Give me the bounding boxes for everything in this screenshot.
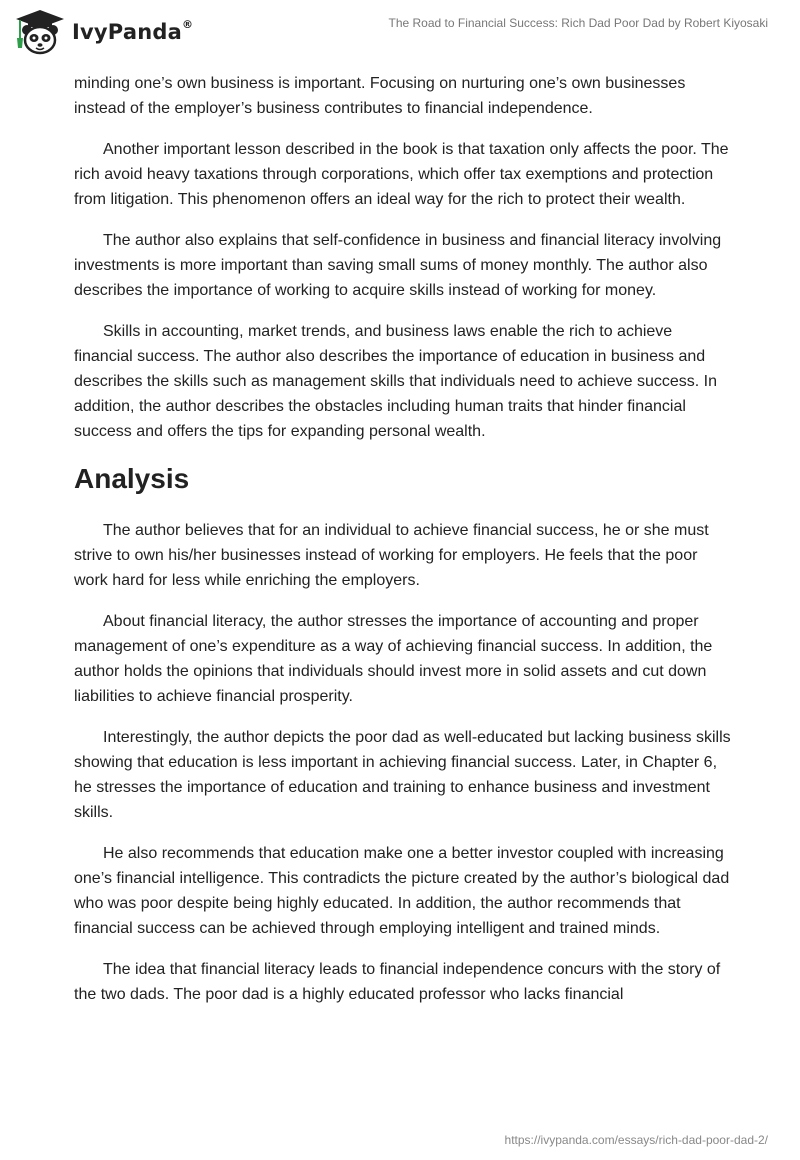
paragraph: The author believes that for an individual to achieve financial success, he or she must strive to own his/her businesses instead of working for employers. He feels that the poor work hard for less while enriching the employers. <box>74 522 709 589</box>
paragraph: minding one’s own business is important. Focusing on nurturing one’s own businesses instead of the employer’s business contributes to financial independence. <box>74 75 686 117</box>
registered-mark: ® <box>181 18 194 31</box>
paragraph: Another important lesson described in the book is that taxation only affects the poor. The rich avoid heavy taxations through corporations, which offer tax exemptions and protection from litigation. This phenomenon offers an ideal way for the rich to protect their wealth. <box>74 141 729 208</box>
page-header <box>0 0 800 62</box>
brand-name <box>72 20 193 44</box>
source-url[interactable]: https://ivypanda.com/essays/rich-dad-poor-dad-2/ <box>504 1133 768 1147</box>
document-title: The Road to Financial Success: Rich Dad Poor Dad by Robert Kiyosaki <box>388 16 768 30</box>
paragraph: The author also explains that self-confidence in business and financial literacy involving investments is more important than saving small sums of money monthly. The author also describes the importance of working to acquire skills instead of working for money. <box>74 232 722 299</box>
paragraph: He also recommends that education make one a better investor coupled with increasing one’s financial intelligence. This contradicts the picture created by the author’s biological dad who was poor despite being highly educated. In addition, the author recommends that financial success can be achieved through employing intelligent and trained minds. <box>74 845 730 937</box>
brand-text: IvyPanda <box>72 20 182 44</box>
paragraph: Interestingly, the author depicts the poor dad as well-educated but lacking business skills showing that education is less important in achieving financial success. Later, in Chapter 6, he stresses the importance of education and training to enhance business and investment skills. <box>74 729 731 821</box>
panda-graduate-logo-icon <box>14 8 66 56</box>
paragraph: About financial literacy, the author stresses the importance of accounting and proper management of one’s expenditure as a way of achieving financial success. In addition, the author holds the opinions that individuals should invest more in solid assets and cut down liabilities to achieve financial prosperity. <box>74 613 713 705</box>
ivypanda-logo[interactable] <box>14 8 193 56</box>
paragraph: Skills in accounting, market trends, and business laws enable the rich to achieve financial success. The author also describes the importance of education in business and describes the skills such as management skills that individuals need to achieve success. In addition, the author describes the obstacles including human traits that hinder financial success and offers the tips for expanding personal wealth. <box>74 323 717 440</box>
section-heading: Analysis <box>74 463 190 494</box>
paragraph: The idea that financial literacy leads to financial independence concurs with the story of the two dads. The poor dad is a highly educated professor who lacks financial <box>74 961 721 1003</box>
essay-body <box>74 71 734 1023</box>
